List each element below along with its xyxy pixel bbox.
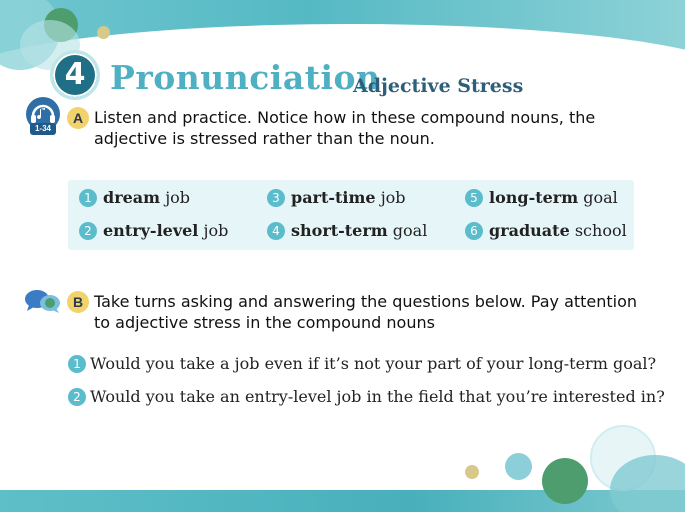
stressed-adjective: dream	[103, 188, 161, 207]
stressed-adjective: part-time	[291, 188, 376, 207]
stressed-adjective: long-term	[489, 188, 579, 207]
decorative-circle	[97, 26, 110, 39]
compound-noun-item	[465, 221, 627, 240]
question-number: 2	[68, 388, 86, 406]
page-subtitle: Adjective Stress	[353, 75, 524, 97]
noun: school	[574, 221, 627, 240]
noun: job	[165, 188, 191, 207]
decorative-circle	[465, 465, 479, 479]
noun: job	[380, 188, 406, 207]
noun: job	[203, 221, 229, 240]
section-b-instruction-line1: Take turns asking and answering the questions below. Pay attention	[94, 292, 638, 311]
question-number: 1	[68, 355, 86, 373]
question-item	[68, 387, 665, 406]
compound-noun-item	[267, 221, 427, 240]
question-item	[68, 354, 656, 373]
section-a-instruction-line1: Listen and practice. Notice how in these compound nouns, the	[94, 108, 596, 127]
speech-bubbles-icon	[23, 289, 63, 315]
item-number: 4	[267, 222, 285, 240]
stressed-adjective: short-term	[291, 221, 388, 240]
noun: goal	[583, 188, 618, 207]
compound-noun-box	[68, 180, 634, 250]
audio-track-label: 1-34	[30, 123, 56, 135]
decorative-circle	[505, 453, 532, 480]
item-number: 1	[79, 189, 97, 207]
decorative-circle	[542, 458, 588, 504]
item-number: 6	[465, 222, 483, 240]
noun: goal	[392, 221, 428, 240]
section-b-instruction-line2: to adjective stress in the compound nouns	[94, 313, 435, 332]
item-number: 5	[465, 189, 483, 207]
question-text: Would you take a job even if it’s not your part of your long-term goal?	[90, 354, 657, 373]
stressed-adjective: entry-level	[103, 221, 199, 240]
page-title: Pronunciation	[110, 58, 381, 97]
compound-noun-item	[79, 188, 190, 207]
compound-noun-item	[267, 188, 406, 207]
compound-noun-item	[79, 221, 228, 240]
question-text: Would you take an entry-level job in the field that you’re interested in?	[90, 387, 665, 406]
section-a-instruction-line2: adjective is stressed rather than the noun.	[94, 129, 435, 148]
section-a-marker: A	[67, 107, 89, 129]
item-number: 2	[79, 222, 97, 240]
compound-noun-item	[465, 188, 618, 207]
stressed-adjective: graduate	[489, 221, 570, 240]
lesson-number-badge: 4	[50, 50, 100, 100]
item-number: 3	[267, 189, 285, 207]
section-b-marker: B	[67, 291, 89, 313]
